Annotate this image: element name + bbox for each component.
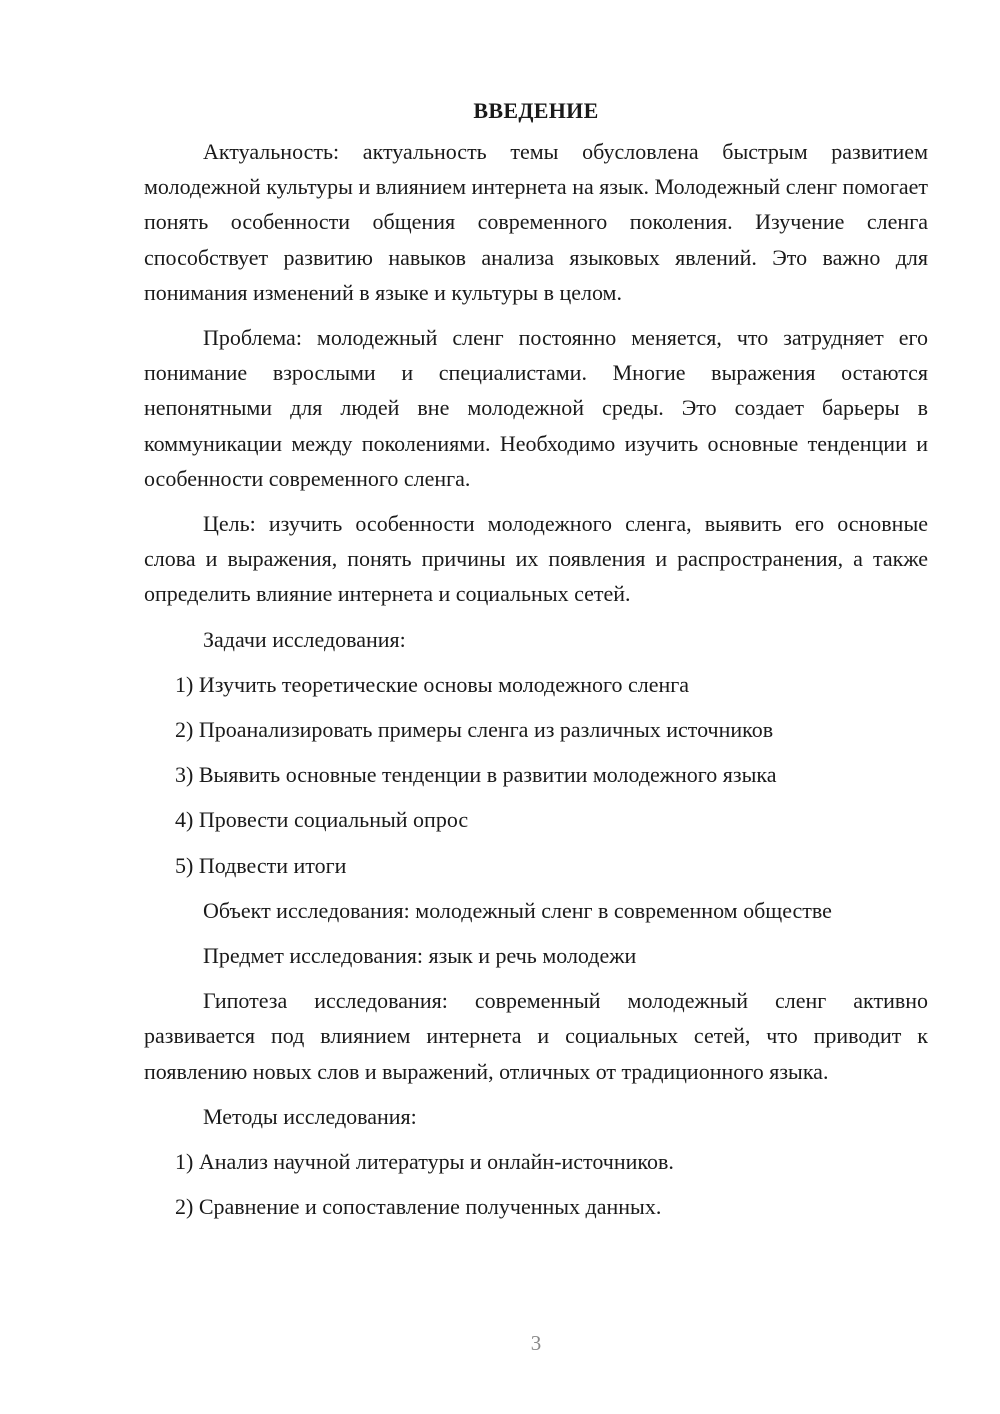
tasks-title: Задачи исследования: xyxy=(203,626,406,652)
methods-title: Методы исследования: xyxy=(203,1103,417,1129)
research-subject: Предмет исследования: язык и речь молодежи xyxy=(203,943,637,969)
task-item-1: 1) Изучить теоретические основы молодежного сленга xyxy=(175,671,690,697)
task-item-4: 4) Провести социальный опрос xyxy=(175,807,469,833)
methods-list xyxy=(144,1144,928,1224)
relevance-paragraph: Актуальность: актуальность темы обусловлена быстрым развитием молодежной культуры и влиянием интернета на язык. Молодежный сленг помогает понять особенности общения современного поколения. Изучение сленга способствует развитию навыков анализа языковых явлений. Это важно для понимания изменений в языке и культуры в целом. xyxy=(144,139,928,305)
method-item-2: 2) Сравнение и сопоставление полученных данных. xyxy=(175,1194,662,1220)
method-item-1: 1) Анализ научной литературы и онлайн-источников. xyxy=(175,1149,674,1175)
research-object: Объект исследования: молодежный сленг в современном обществе xyxy=(203,897,832,923)
goal-paragraph: Цель: изучить особенности молодежного сленга, выявить его основные слова и выражения, понять причины их появления и распространения, а также определить влияние интернета и социальных сетей. xyxy=(144,511,928,607)
page-title: ВВЕДЕНИЕ xyxy=(473,98,599,123)
tasks-list xyxy=(144,667,928,883)
page-number: 3 xyxy=(530,1331,542,1355)
task-item-5: 5) Подвести итоги xyxy=(175,852,347,878)
task-item-2: 2) Проанализировать примеры сленга из различных источников xyxy=(175,717,774,743)
task-item-3: 3) Выявить основные тенденции в развитии молодежного языка xyxy=(175,762,777,788)
hypothesis-paragraph: Гипотеза исследования: современный молодежный сленг активно развивается под влиянием интернета и социальных сетей, что приводит к появлению новых слов и выражений, отличных от традиционного языка. xyxy=(144,988,928,1084)
problem-paragraph: Проблема: молодежный сленг постоянно меняется, что затрудняет его понимание взрослыми и специалистами. Многие выражения остаются непонятными для людей вне молодежной среды. Это создает барьеры в коммуникации между поколениями. Необходимо изучить основные тенденции и особенности современного сленга. xyxy=(144,325,928,491)
page-content xyxy=(144,94,928,1234)
